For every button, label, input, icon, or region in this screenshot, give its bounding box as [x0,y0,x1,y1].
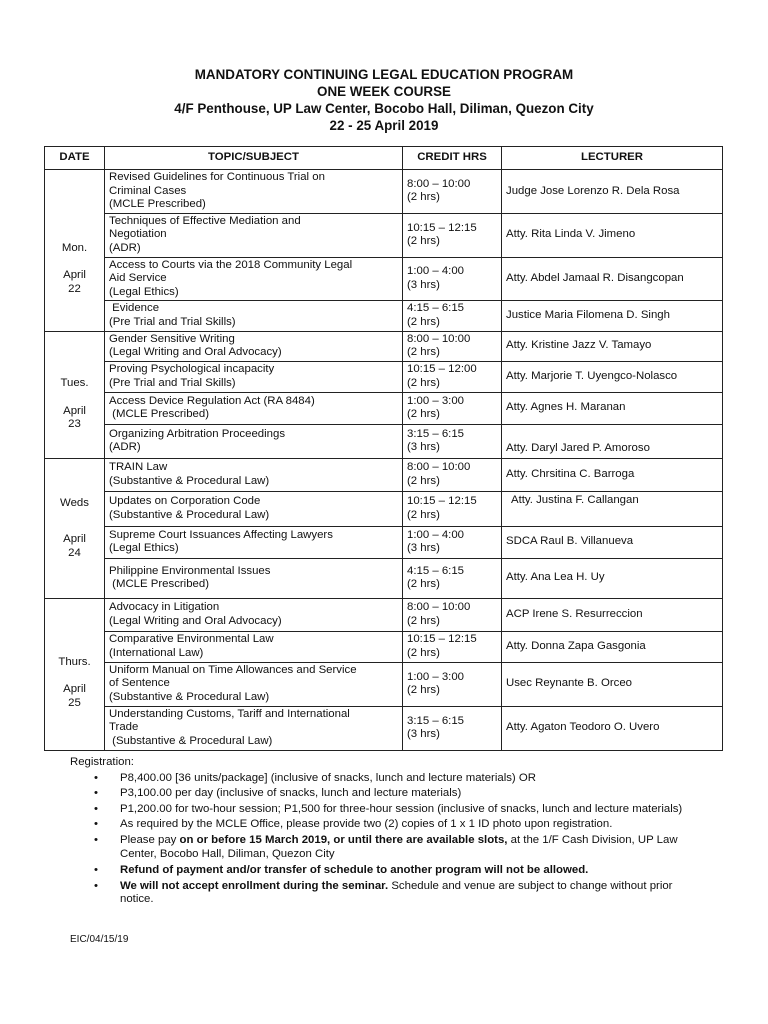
document-code: EIC/04/15/19 [70,934,129,945]
lecturer-cell: Atty. Daryl Jared P. Amoroso [502,424,723,458]
lecturer-cell: Atty. Donna Zapa Gasgonia [502,631,723,662]
topic-line: Advocacy in Litigation [109,601,220,614]
topic-category: (ADR) [109,441,141,454]
lecturer-cell: Judge Jose Lorenzo R. Dela Rosa [502,170,723,214]
hours: (2 hrs) [407,508,440,521]
lecturer-cell: Justice Maria Filomena D. Singh [502,301,723,331]
topic-cell [105,491,403,526]
topic-line: Negotiation [109,228,167,241]
credit-hrs-cell [403,213,502,257]
topic-line: Updates on Corporation Code [109,495,261,508]
topic-cell [105,257,403,301]
header-date: DATE [45,147,105,170]
topic-category: (International Law) [109,646,204,659]
time-range: 8:00 – 10:00 [407,601,471,614]
hours: (2 hrs) [407,646,440,659]
list-item [70,864,690,878]
list-item [70,803,690,817]
table-row [45,631,723,662]
header-credit-hrs: CREDIT HRS [403,147,502,170]
credit-hrs-cell [403,392,502,424]
hours: (3 hrs) [407,542,440,555]
table-row [45,301,723,331]
lecturer-cell: Atty. Agnes H. Maranan [502,392,723,424]
topic-line: TRAIN Law [109,461,168,474]
bullet-icon: • [94,802,98,815]
hours: (3 hrs) [407,278,440,291]
list-item [70,787,690,801]
table-row [45,213,723,257]
day-number: 25 [68,696,81,709]
hours: (2 hrs) [407,376,440,389]
bullet-icon: • [94,879,98,892]
topic-cell [105,213,403,257]
topic-cell [105,558,403,598]
hours: (2 hrs) [407,346,440,359]
time-range: 3:15 – 6:15 [407,427,465,440]
topic-category: (Substantive & Procedural Law) [109,508,270,521]
hours: (2 hrs) [407,408,440,421]
lecturer-cell: Atty. Agaton Teodoro O. Uvero [502,706,723,750]
bullet-icon: • [94,787,98,800]
registration-title: Registration: [70,756,134,768]
table-row [45,662,723,706]
topic-line: Evidence [109,302,160,315]
topic-line: Aid Service [109,272,167,285]
time-range: 1:00 – 4:00 [407,265,465,278]
table-row [45,526,723,558]
table-row [45,458,723,491]
lecturer-cell: Atty. Kristine Jazz V. Tamayo [502,331,723,361]
topic-cell [105,706,403,750]
topic-line: Organizing Arbitration Proceedings [109,427,286,440]
item-text: As required by the MCLE Office, please provide two (2) copies of 1 x 1 ID photo upon registration. [120,818,613,831]
topic-category: (Legal Ethics) [109,285,179,298]
credit-hrs-cell [403,598,502,631]
table-row [45,706,723,750]
time-range: 1:00 – 3:00 [407,670,465,683]
lecturer-cell: Atty. Justina F. Callangan [502,491,723,526]
time-range: 8:00 – 10:00 [407,332,471,345]
credit-hrs-cell [403,706,502,750]
bullet-icon: • [94,833,98,846]
topic-line: Philippine Environmental Issues [109,564,271,577]
credit-hrs-cell [403,361,502,392]
topic-category: (MCLE Prescribed) [109,408,210,421]
topic-cell [105,424,403,458]
day-number: 24 [68,546,81,559]
table-row [45,424,723,458]
topic-category: (MCLE Prescribed) [109,578,210,591]
topic-line: Understanding Customs, Tariff and International [109,707,350,720]
topic-line: Comparative Environmental Law [109,633,274,646]
table-row [45,257,723,301]
topic-cell [105,170,403,214]
list-item [70,818,690,832]
topic-line: of Sentence [109,677,170,690]
table-row [45,598,723,631]
table-row [45,558,723,598]
topic-line: Trade [109,721,139,734]
time-range: 8:00 – 10:00 [407,177,471,190]
item-text: P3,100.00 per day (inclusive of snacks, lunch and lecture materials) [120,787,462,800]
payment-deadline: on or before 15 March 2019, or until there are available slots, [179,833,508,846]
registration-list [70,772,690,907]
credit-hrs-cell [403,257,502,301]
topic-category: (Substantive & Procedural Law) [109,474,270,487]
lecturer-cell: ACP Irene S. Resurreccion [502,598,723,631]
schedule-table [44,146,723,751]
topic-line: Techniques of Effective Mediation and [109,214,301,227]
day-number: 23 [68,418,81,431]
time-range: 1:00 – 3:00 [407,394,465,407]
credit-hrs-cell [403,424,502,458]
day-label: Weds [60,497,89,510]
topic-cell [105,301,403,331]
topic-category: (Pre Trial and Trial Skills) [109,315,236,328]
topic-category: (Legal Writing and Oral Advocacy) [109,346,282,359]
lecturer-cell: Usec Reynante B. Orceo [502,662,723,706]
list-item [70,772,690,786]
hours: (2 hrs) [407,474,440,487]
list-item [70,834,690,861]
item-text-post: at the 1/F Cash Division, UP Law Center, Bocobo Hall, Diliman, Quezon City [120,833,681,860]
header-lecturer: LECTURER [502,147,723,170]
table-row [45,170,723,214]
credit-hrs-cell [403,631,502,662]
hours: (2 hrs) [407,614,440,627]
bullet-icon: • [94,771,98,784]
bullet-icon: • [94,818,98,831]
topic-category: (Substantive & Procedural Law) [109,691,270,704]
topic-category: (Pre Trial and Trial Skills) [109,376,236,389]
topic-cell [105,631,403,662]
topic-category: (Legal Ethics) [109,542,179,555]
credit-hrs-cell [403,301,502,331]
table-row [45,331,723,361]
lecturer-cell: Atty. Abdel Jamaal R. Disangcopan [502,257,723,301]
month-label: April [63,683,86,696]
course-dates: 22 - 25 April 2019 [329,118,439,133]
credit-hrs-cell [403,331,502,361]
credit-hrs-cell [403,458,502,491]
table-row [45,491,723,526]
item-text-post: Schedule and venue are subject to change without prior notice. [120,879,676,906]
topic-category: (MCLE Prescribed) [109,198,206,211]
topic-line: Proving Psychological incapacity [109,363,275,376]
time-range: 10:15 – 12:15 [407,633,477,646]
venue: 4/F Penthouse, UP Law Center, Bocobo Hall, Diliman, Quezon City [174,101,594,116]
topic-cell [105,361,403,392]
time-range: 10:15 – 12:00 [407,363,477,376]
item-text-pre: Please pay [120,833,180,846]
topic-line: Access to Courts via the 2018 Community Legal [109,258,353,271]
item-text: P8,400.00 [36 units/package] (inclusive of snacks, lunch and lecture materials) OR [120,771,536,784]
topic-cell [105,392,403,424]
table-header-row [45,147,723,170]
month-label: April [63,532,86,545]
topic-category: (ADR) [109,241,141,254]
time-range: 4:15 – 6:15 [407,564,465,577]
topic-cell [105,662,403,706]
topic-category: (Substantive & Procedural Law) [109,734,273,747]
date-cell-weds [45,458,105,598]
hours: (2 hrs) [407,235,440,248]
topic-line: Uniform Manual on Time Allowances and Service [109,663,357,676]
course-title: ONE WEEK COURSE [317,84,451,99]
day-number: 22 [68,283,81,296]
time-range: 8:00 – 10:00 [407,461,471,474]
document-header [0,66,768,134]
hours: (2 hrs) [407,191,440,204]
time-range: 4:15 – 6:15 [407,302,465,315]
header-topic: TOPIC/SUBJECT [105,147,403,170]
date-cell-thurs [45,598,105,750]
credit-hrs-cell [403,170,502,214]
topic-line: Access Device Regulation Act (RA 8484) [109,394,315,407]
item-text: P1,200.00 for two-hour session; P1,500 for three-hour session (inclusive of snacks, lunch and lecture materials) [120,802,683,815]
date-cell-mon [45,170,105,332]
topic-cell [105,526,403,558]
credit-hrs-cell [403,662,502,706]
topic-line: Supreme Court Issuances Affecting Lawyers [109,528,333,541]
lecturer-cell: Atty. Marjorie T. Uyengco-Nolasco [502,361,723,392]
time-range: 10:15 – 12:15 [407,221,477,234]
lecturer-cell: SDCA Raul B. Villanueva [502,526,723,558]
day-label: Mon. [61,241,88,254]
list-item [70,880,690,907]
time-range: 1:00 – 4:00 [407,528,465,541]
hours: (3 hrs) [407,728,440,741]
lecturer-cell: Atty. Ana Lea H. Uy [502,558,723,598]
table-row [45,361,723,392]
topic-cell [105,458,403,491]
date-cell-tues [45,331,105,458]
lecturer-cell: Atty. Rita Linda V. Jimeno [502,213,723,257]
time-range: 10:15 – 12:15 [407,495,477,508]
topic-line: Revised Guidelines for Continuous Trial on [109,171,325,183]
topic-line: Gender Sensitive Writing [109,332,235,345]
month-label: April [63,269,86,282]
refund-notice: Refund of payment and/or transfer of schedule to another program will not be allowed. [120,864,589,877]
program-title: MANDATORY CONTINUING LEGAL EDUCATION PROGRAM [194,67,574,82]
lecturer-cell: Atty. Chrsitina C. Barroga [502,458,723,491]
topic-cell [105,598,403,631]
credit-hrs-cell [403,491,502,526]
hours: (2 hrs) [407,315,440,328]
time-range: 3:15 – 6:15 [407,714,465,727]
hours: (3 hrs) [407,441,440,454]
topic-category: (Legal Writing and Oral Advocacy) [109,614,282,627]
enrollment-notice: We will not accept enrollment during the seminar. [120,879,389,892]
hours: (2 hrs) [407,684,440,697]
table-row [45,392,723,424]
registration-section [70,756,690,909]
topic-cell [105,331,403,361]
hours: (2 hrs) [407,578,440,591]
day-label: Tues. [60,377,89,390]
credit-hrs-cell [403,558,502,598]
topic-line: Criminal Cases [109,184,187,197]
month-label: April [63,404,86,417]
day-label: Thurs. [58,655,91,668]
credit-hrs-cell [403,526,502,558]
bullet-icon: • [94,864,98,877]
